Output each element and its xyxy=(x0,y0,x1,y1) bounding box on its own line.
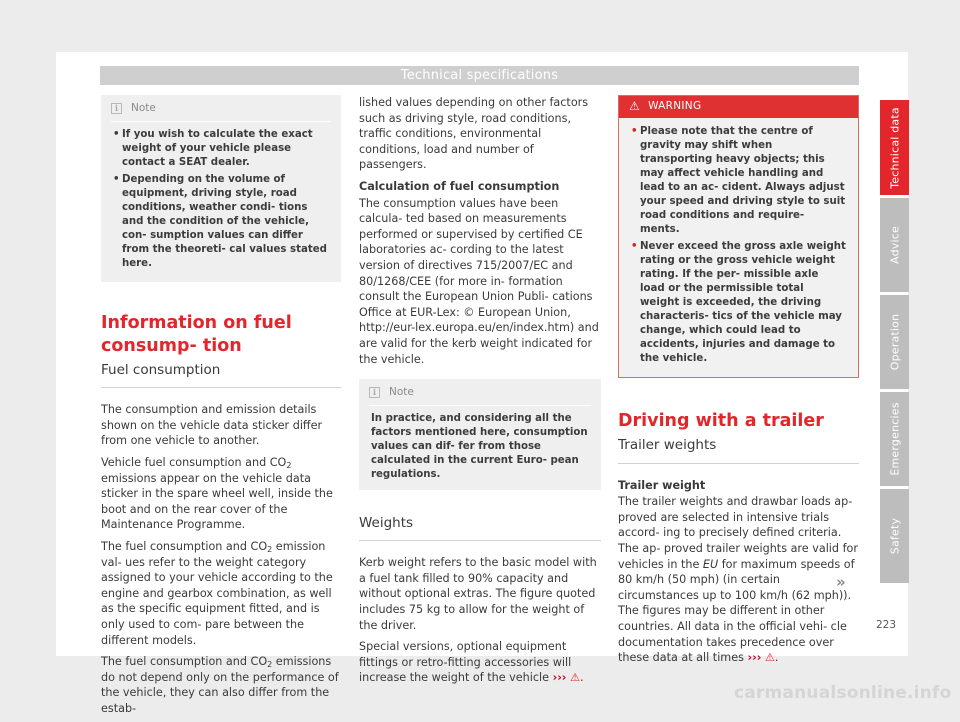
paragraph: Vehicle fuel consumption and $CO_2$ emissions appear on the vehicle data sticker in the spare wheel well, inside the boot and on the rear cover of the Maintenance Programme. xyxy=(101,455,333,532)
tab-technical-data[interactable]: Technical data xyxy=(880,100,909,195)
warning-bullet: • Never exceed the gross axle weight rating or the gross vehicle weight rating. If the per- missible axle load or the permissible total weight is exceeded, the driving characteris- tics of the vehicle may change, which could lead to accidents, injuries and damage to the vehicle. xyxy=(631,240,846,366)
subheading-fuel-consumption: Fuel consumption xyxy=(101,361,221,378)
trailer-weight-title: Trailer weight xyxy=(618,478,706,492)
paragraph: Kerb weight refers to the basic model with a fuel tank filled to 90% capacity and without optional extras. The figure quoted includes 75 kg to allow for the weight of the driver. xyxy=(359,556,597,632)
continue-arrow-icon: » xyxy=(836,573,846,591)
header-bar: Technical specifications xyxy=(100,66,859,85)
warning-triangle-icon: ⚠ xyxy=(569,671,581,685)
paragraph: The consumption values have been calcula- ted based on measurements performed or supervised by certified CE laboratories ac- cording to the latest version of directives 715/2007/EC and 80/1268/CEE (for more in- formation consult the European Union Publi- cations Office at EUR-Lex: © European Union, http://eur-lex.europa.eu/en/index.htm) and are valid for the kerb weight indicated for the vehicle. xyxy=(359,196,599,366)
watermark: carmanualsonline.info xyxy=(734,683,952,703)
note-text: In practice, and considering all the factors mentioned here, consumption values can dif- fer from those calculated in the current Euro- pean regulations. xyxy=(371,412,588,480)
chapter-tabs xyxy=(880,100,909,586)
paragraph: Special versions, optional equipment fittings or retro-fitting accessories will increase the weight of the vehicle ››› ⚠. xyxy=(359,640,584,685)
warning-bullet: • Please note that the centre of gravity may shift when transporting heavy objects; this may affect vehicle handling and lead to an ac- cident. Always adjust your speed and driving style to suit road conditions and require- ments. xyxy=(631,125,846,237)
paragraph: lished values depending on other factors such as driving style, road conditions, traffic conditions, environmental conditions, load and number of passengers. xyxy=(359,96,589,172)
calc-title: Calculation of fuel consumption xyxy=(359,179,560,193)
note-label: Note xyxy=(389,386,414,399)
tab-operation[interactable]: Operation xyxy=(880,295,909,389)
note-box xyxy=(101,95,341,282)
info-icon: i xyxy=(111,103,122,114)
info-icon: i xyxy=(369,387,380,398)
paragraph: The trailer weights and drawbar loads ap- proved are selected in intensive trials accord- ing to precisely defined criteria. The ap- proved trailer weights are valid for vehicles in the EU for maximum speeds of 80 km/h (50 mph) (in certain circumstances up to 100 km/h (62 mph)). The figures may be different in other countries. All data in the official vehi- cle documentation takes precedence over these data at all times ››› ⚠. xyxy=(618,495,858,665)
cross-reference-arrows[interactable]: ››› xyxy=(747,651,762,665)
column-1 xyxy=(101,95,341,722)
warning-triangle-icon: ⚠ xyxy=(764,651,775,665)
warning-icon: ⚠ xyxy=(629,99,641,114)
subheading-weights: Weights xyxy=(359,514,414,531)
column-3 xyxy=(618,95,859,672)
tab-safety[interactable]: Safety xyxy=(880,489,909,583)
tab-advice[interactable]: Advice xyxy=(880,198,909,292)
note-box xyxy=(359,379,601,490)
warning-label: WARNING xyxy=(648,100,702,113)
section-heading-fuel: Information on fuel consump- tion xyxy=(101,312,292,356)
page-number: 223 xyxy=(876,619,897,631)
tab-emergencies[interactable]: Emergencies xyxy=(880,392,909,486)
note-label: Note xyxy=(131,102,156,114)
cross-reference-arrows[interactable]: ››› xyxy=(552,671,567,685)
section-heading-trailer: Driving with a trailer xyxy=(618,411,824,431)
warning-box xyxy=(618,95,859,378)
paragraph: The fuel consumption and $CO_2$ emission val- ues refer to the weight category assigned to your vehicle according to the engine and gearbox combination, as well as the specific equipment fitted, and is only used to com- pare between the different models. xyxy=(101,539,333,647)
note-bullet: • If you wish to calculate the exact weight of your vehicle please contact a SEAT dealer. xyxy=(113,128,329,170)
paragraph: The consumption and emission details shown on the vehicle data sticker differ from one vehicle to another. xyxy=(101,403,323,448)
column-2 xyxy=(359,95,601,692)
subheading-trailer-weights: Trailer weights xyxy=(618,437,717,453)
note-bullet: • Depending on the volume of equipment, driving style, road conditions, weather condi- tions and the condition of the vehicle, con- sumption values can differ from the theoreti- cal values stated here. xyxy=(113,173,329,271)
paragraph: The fuel consumption and $CO_2$ emissions do not depend only on the performance of the vehicle, they can also differ from the estab- xyxy=(101,655,339,715)
